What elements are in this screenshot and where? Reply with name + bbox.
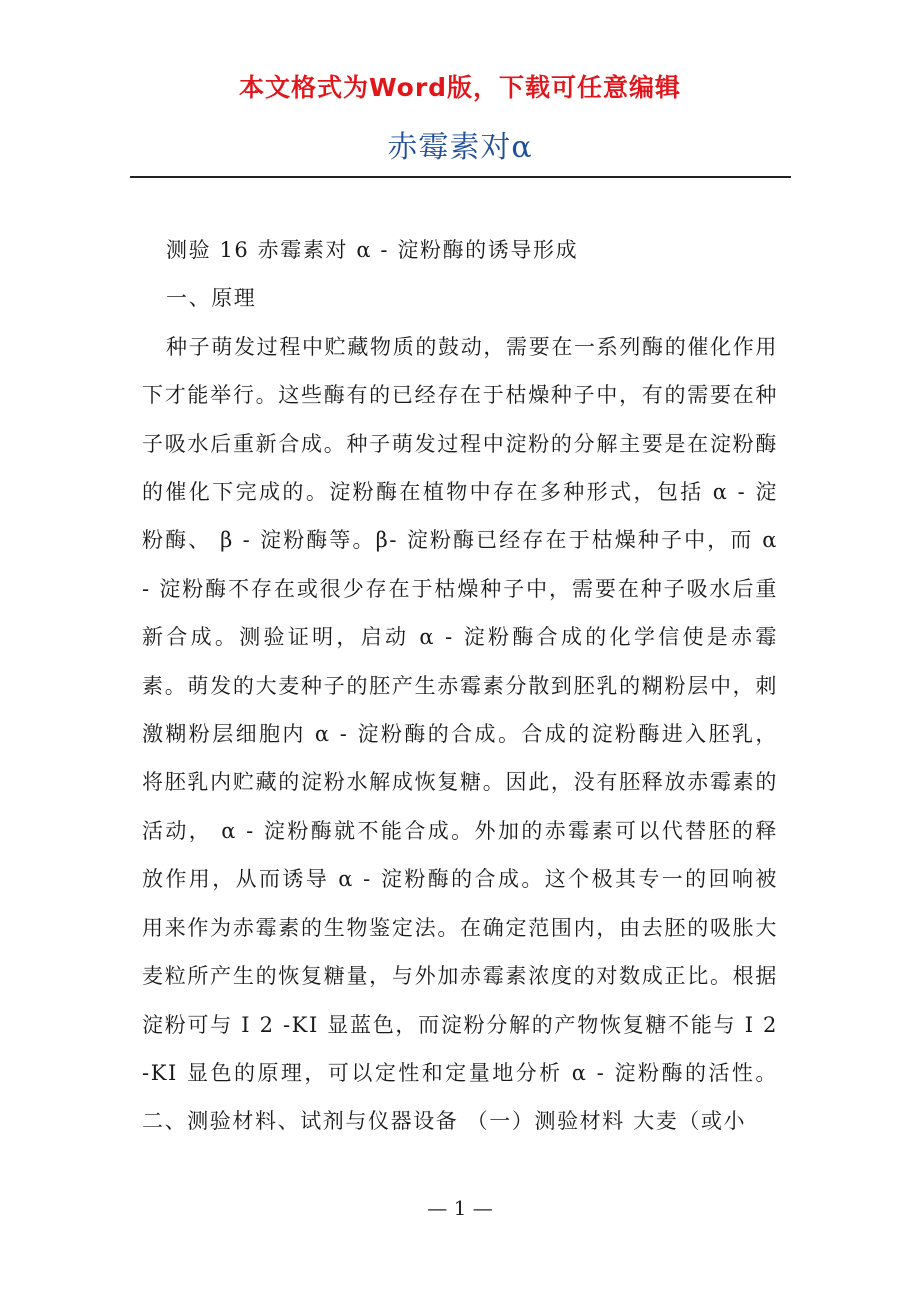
- document-body: [142, 226, 778, 1146]
- title-divider: [130, 176, 791, 178]
- download-notice: 本文格式为Word版，下载可任意编辑: [238, 73, 682, 102]
- section-heading-principle: 一、原理: [166, 286, 257, 311]
- principle-paragraph: 种子萌发过程中贮藏物质的鼓动，需要在一系列酶的催化作用下才能举行。这些酶有的已经存在于枯燥种子中，有的需要在种子吸水后重新合成。种子萌发过程中淀粉的分解主要是在淀粉酶的催化下完成的。淀粉酶在植物中存在多种形式，包括 α - 淀粉酶、 β - 淀粉酶等。β- 淀粉酶已经存在于枯燥种子中，而 α - 淀粉酶不存在或很少存在于枯燥种子中，需要在种子吸水后重新合成。测验证明，启动 α - 淀粉酶合成的化学信使是赤霉素。萌发的大麦种子的胚产生赤霉素分散到胚乳的糊粉层中，刺激糊粉层细胞内 α - 淀粉酶的合成。合成的淀粉酶进入胚乳，将胚乳内贮藏的淀粉水解成恢复糖。因此，没有胚释放赤霉素的活动， α - 淀粉酶就不能合成。外加的赤霉素可以代替胚的释放作用，从而诱导 α - 淀粉酶的合成。这个极其专一的回响被用来作为赤霉素的生物鉴定法。在确定范围内，由去胚的吸胀大麦粒所产生的恢复糖量，与外加赤霉素浓度的对数成正比。根据淀粉可与 I 2 -KI 显蓝色，而淀粉分解的产物恢复糖不能与 I 2 -KI 显色的原理，可以定性和定量地分析 α - 淀粉酶的活性。 二、测验材料、试剂与仪器设备 （一）测验材料 大麦（或小: [142, 334, 778, 1134]
- page-number: — 1 —: [427, 1196, 493, 1220]
- document-title: 赤霉素对α: [387, 130, 533, 165]
- experiment-heading: 测验 16 赤霉素对 α - 淀粉酶的诱导形成: [166, 238, 579, 262]
